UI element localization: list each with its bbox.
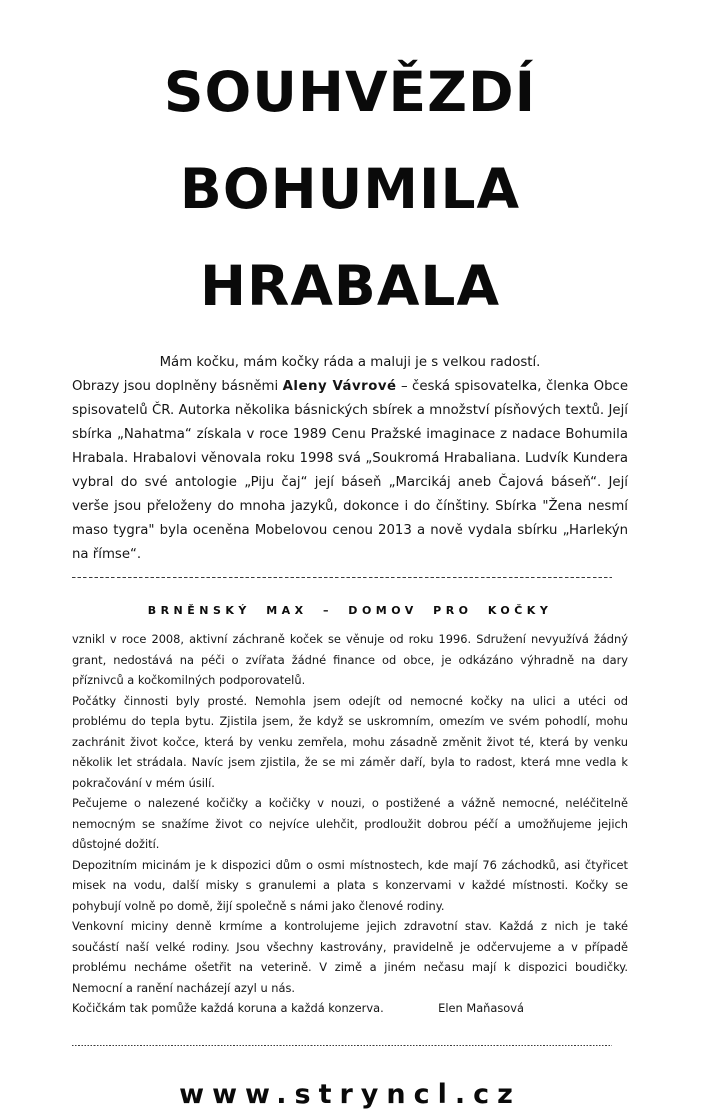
- author-name: Aleny Vávrové: [282, 379, 397, 394]
- website-text: www.stryncl.cz: [179, 1078, 521, 1110]
- closing-line: [72, 998, 628, 1019]
- title-line-1: SOUHVĚZDÍ: [163, 60, 537, 124]
- dashed-divider-bottom: [72, 1045, 612, 1047]
- title-line-2: BOHUMILA: [179, 157, 521, 221]
- intro-text-prefix: Obrazy jsou doplněny básněmi: [72, 379, 283, 394]
- shelter-heading: BRNĚNSKÝ MAX – DOMOV PRO KOČKY: [147, 604, 553, 617]
- shelter-section: [72, 629, 628, 1019]
- intro-text-suffix: – česká spisovatelka, členka Obce spisovatelů ČR. Autorka několika básnických sbírek a množství písňových textů. Její sbírka „Nahatma“ získala v roce 1989 Cenu Pražské imaginace z nadace Bohumila Hrabala. Hrabalovi věnovala roku 1998 svá „Soukromá Hrabaliana. Ludvík Kundera vybral do své antologie „Piju čaj“ její báseň „Marcikáj aneb Čajová báseň“. Její verše jsou přeloženy do mnoha jazyků, dokonce i do čínštiny. Sbírka "Žena nesmí maso tygra" byla oceněna Mobelovou cenou 2013 a nově vydala sbírku „Harlekýn na římse“.: [72, 379, 628, 562]
- shelter-paragraph: Depozitním micinám je k dispozici dům o osmi místnostech, kde mají 76 záchodků, asi čtyřicet misek na vodu, další misky s granulemi a plata s konzervami v každé místnosti. Kočky se pohybují volně po domě, žijí společně s námi jako členové rodiny.: [72, 857, 628, 913]
- shelter-paragraph: Počátky činnosti byly prosté. Nemohla jsem odejít od nemocné kočky na ulici a utéci od problému do tepla bytu. Zjistila jsem, že když se uskromním, omezím ve svém pohodlí, mohu zachránit život kočce, která by venku zemřela, mohu zásadně změnit život té, která by venku několik let strádala. Navíc jsem zjistila, že se mi záměr daří, byla to radost, která mne vedla k pokračování v mém úsilí.: [72, 693, 628, 790]
- shelter-paragraph: vznikl v roce 2008, aktivní záchraně koček se věnuje od roku 1996. Sdružení nevyužívá žádný grant, nedostává na péči o zvířata žádné finance od obce, je odkázáno výhradně na dary příznivců a kočkomilných podporovatelů.: [72, 632, 628, 687]
- shelter-paragraph: Pečujeme o nalezené kočičky a kočičky v nouzi, o postižené a vážně nemocné, neléčitelně nemocným se snažíme život co nejvíce ulehčit, prodloužit dobrou péčí a umožňujeme jejich důstojné dožití.: [72, 796, 628, 851]
- intro-paragraph: [72, 375, 628, 567]
- document-page: [0, 44, 707, 1110]
- shelter-paragraph: Venkovní miciny denně krmíme a kontrolujeme jejich zdravotní stav. Každá z nich je také součástí naší velké rodiny. Jsou všechny kastrovány, pravidelně je odčervujeme a v případě problému necháme ošetřit na veterině. V zimě a jiném nečasu mají k dispozici boudičky. Nemocní a ranění nacházejí azyl u nás.: [72, 919, 628, 995]
- document-title: [72, 44, 628, 335]
- dashed-divider-top: [72, 577, 612, 579]
- title-line-3: HRABALA: [199, 254, 501, 318]
- closing-sentence: Kočičkám tak pomůže každá koruna a každá konzerva.: [72, 1001, 384, 1015]
- intro-section: [72, 351, 628, 567]
- intro-tagline: Mám kočku, mám kočky ráda a maluji je s velkou radostí.: [159, 355, 541, 370]
- signature: Elen Maňasová: [438, 1001, 524, 1015]
